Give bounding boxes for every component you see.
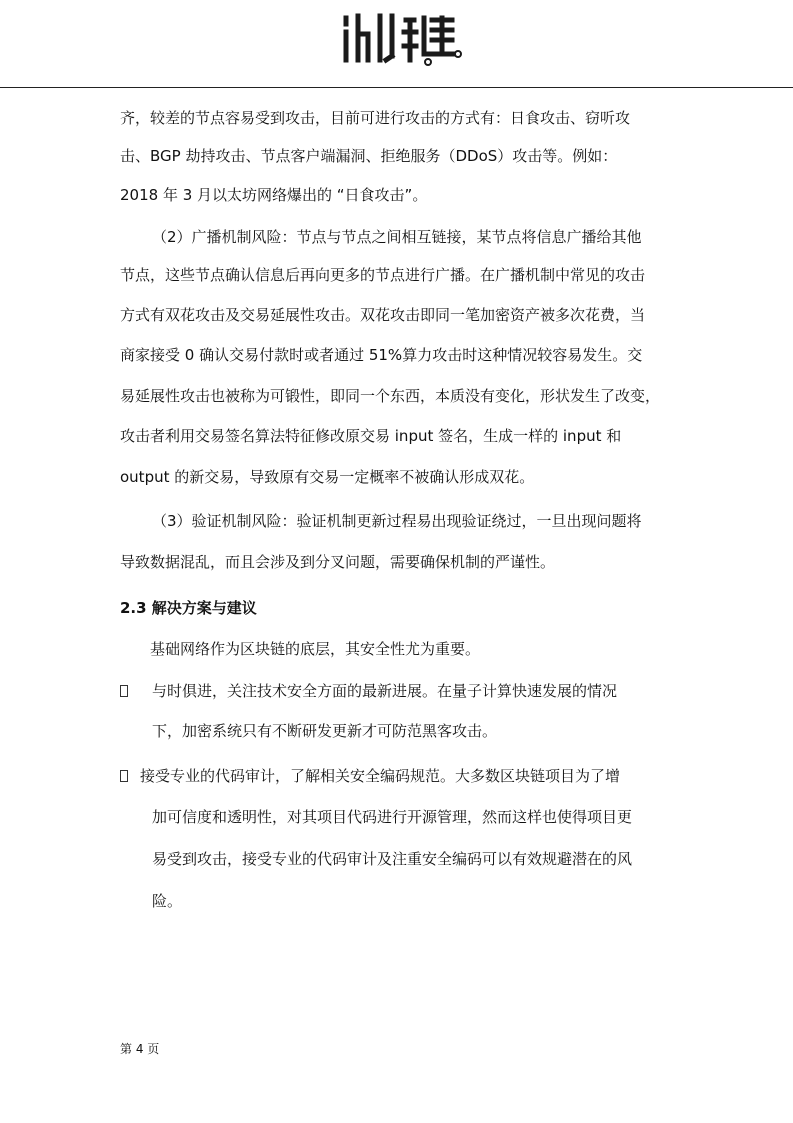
paragraph-line: （3）验证机制风险：验证机制更新过程易出现验证绕过，一旦出现问题将: [152, 512, 642, 530]
page-header: [0, 0, 793, 88]
paragraph-line: 导致数据混乱，而且会涉及到分叉问题，需要确保机制的严谨性。: [120, 553, 556, 571]
bullet-line: 接受专业的代码审计，了解相关安全编码规范。大多数区块链项目为了增: [140, 767, 621, 785]
bullet-line: 易受到攻击，接受专业的代码审计及注重安全编码可以有效规避潜在的风: [152, 850, 633, 868]
paragraph-line: 击、BGP 劫持攻击、节点客户端漏洞、拒绝服务（DDoS）攻击等。例如：: [120, 147, 618, 165]
paragraph-line: （2）广播机制风险：节点与节点之间相互链接，某节点将信息广播给其他: [152, 228, 642, 246]
paragraph-line: output 的新交易，导致原有交易一定概率不被确认形成双花。: [120, 468, 535, 486]
paragraph-line: 齐，较差的节点容易受到攻击，目前可进行攻击的方式有：日食攻击、窃听攻: [120, 109, 631, 127]
paragraph-line: 2018 年 3 月以太坊网络爆出的 “日食攻击”。: [120, 186, 428, 204]
header-rule: [0, 87, 793, 88]
paragraph-line: 易延展性攻击也被称为可锻性，即同一个东西，本质没有变化，形状发生了改变，: [120, 387, 661, 405]
brand-logo-icon: [340, 10, 464, 68]
paragraph-line: 方式有双花攻击及交易延展性攻击。双花攻击即同一笔加密资产被多次花费，当: [120, 306, 646, 324]
bullet-line: 下，加密系统只有不断研发更新才可防范黑客攻击。: [152, 722, 498, 740]
intro-line: 基础网络作为区块链的底层，其安全性尤为重要。: [150, 640, 481, 658]
bullet-line: 险。: [152, 892, 183, 910]
paragraph-line: 商家接受 0 确认交易付款时或者通过 51%算力攻击时这种情况较容易发生。交: [120, 346, 643, 364]
bullet-marker-icon: [120, 770, 128, 782]
paragraph-line: 节点，这些节点确认信息后再向更多的节点进行广播。在广播机制中常见的攻击: [120, 266, 646, 284]
paragraph-line: 攻击者利用交易签名算法特征修改原交易 input 签名，生成一样的 input 和: [120, 427, 622, 445]
page-number: 第 4 页: [120, 1042, 160, 1056]
bullet-line: 与时俱进，关注技术安全方面的最新进展。在量子计算快速发展的情况: [152, 682, 618, 700]
bullet-line: 加可信度和透明性，对其项目代码进行开源管理，然而这样也使得项目更: [152, 808, 633, 826]
section-heading: 2.3 解决方案与建议: [120, 599, 257, 617]
bullet-marker-icon: [120, 685, 128, 697]
